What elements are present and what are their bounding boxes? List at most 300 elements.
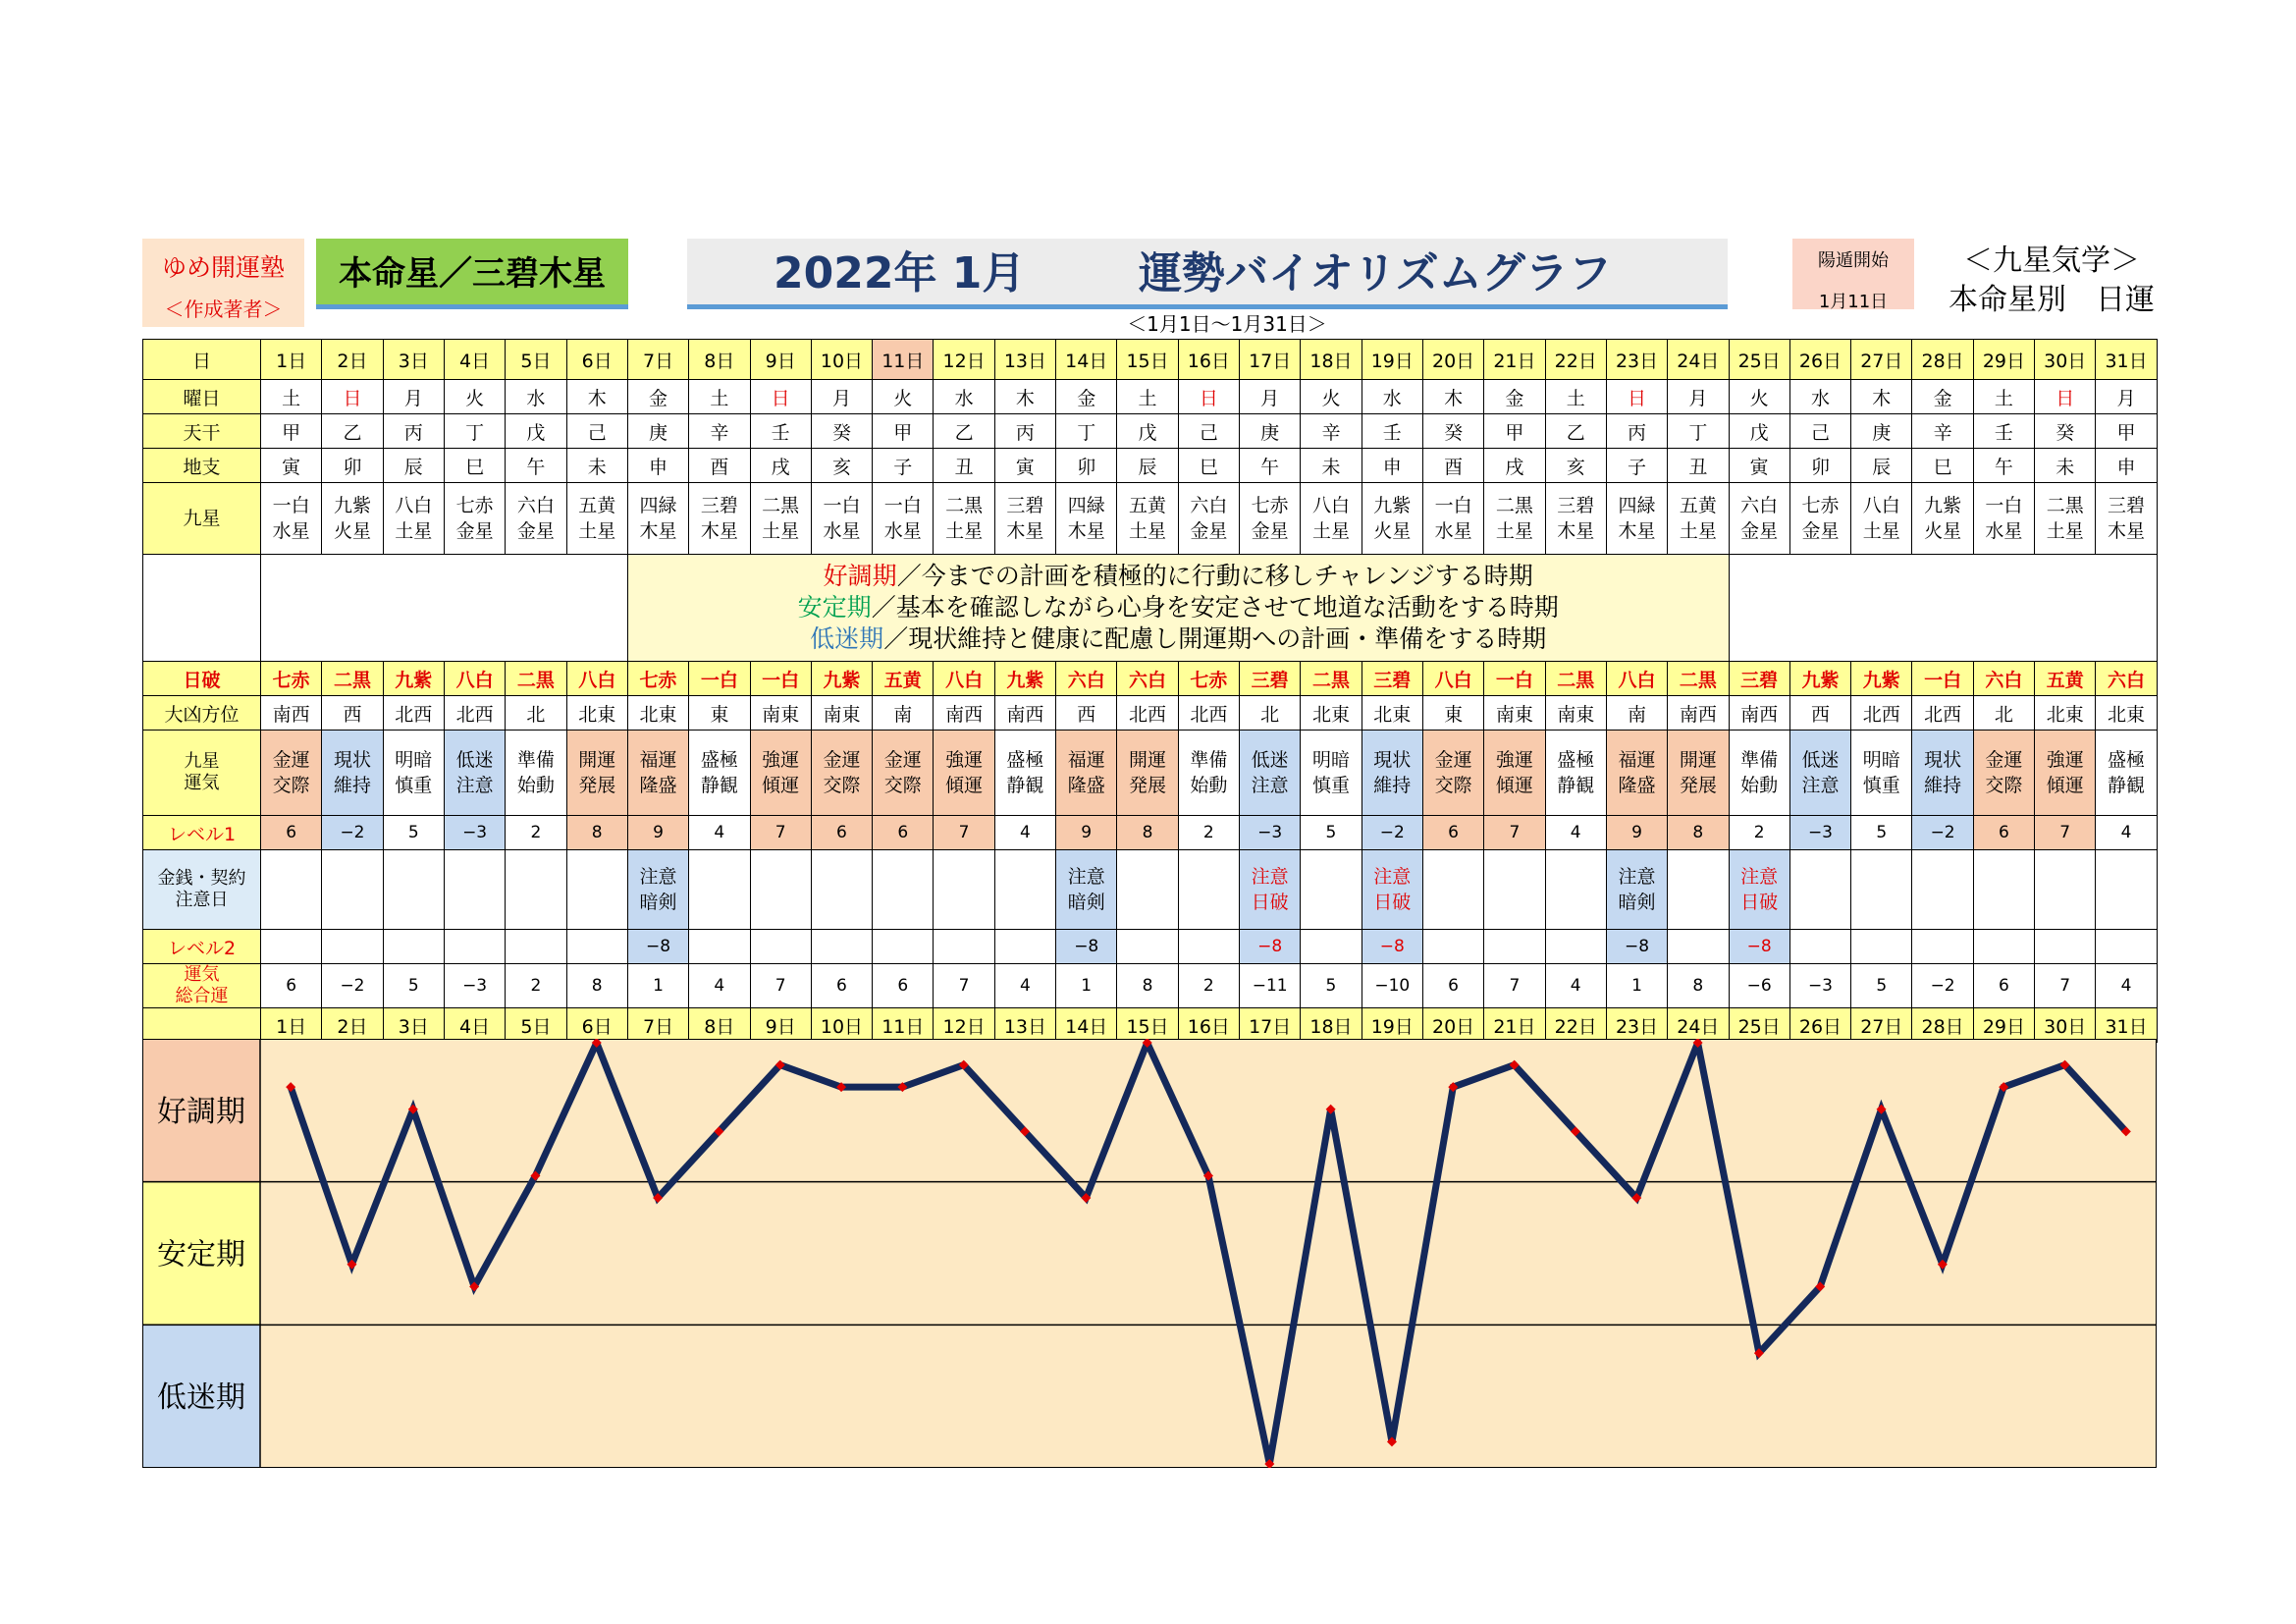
cell-finance <box>2096 850 2157 930</box>
cell-level1: 4 <box>1545 816 1606 850</box>
cell-fortune: 盛極 静観 <box>689 731 750 816</box>
fortune-table <box>142 339 2158 1043</box>
cell-direction: 南東 <box>811 696 872 731</box>
cell-kan: 己 <box>1789 414 1850 449</box>
cell-level2 <box>1973 930 2034 964</box>
cell-star: 六白 金星 <box>1729 483 1789 555</box>
cell-dow: 水 <box>506 380 566 414</box>
cell-shi: 亥 <box>1545 449 1606 483</box>
cell-total: 4 <box>2096 964 2157 1008</box>
cell-level2 <box>1668 930 1729 964</box>
cell-hasatsu: 六白 <box>1056 662 1117 696</box>
cell-kan: 丁 <box>1668 414 1729 449</box>
cell-direction: 北西 <box>444 696 505 731</box>
cell-total: 6 <box>873 964 934 1008</box>
cell-finance <box>2035 850 2096 930</box>
cell-day-footer: 2日 <box>322 1008 383 1043</box>
cell-hasatsu: 七赤 <box>1178 662 1239 696</box>
cell-total: 6 <box>1422 964 1483 1008</box>
cell-direction: 北東 <box>1301 696 1362 731</box>
cell-star: 三碧 木星 <box>689 483 750 555</box>
cell-shi: 未 <box>566 449 627 483</box>
zone-label: 好調期 <box>157 1094 245 1129</box>
cell-fortune: 現状 維持 <box>1912 731 1973 816</box>
cell-finance <box>566 850 627 930</box>
cell-dow: 木 <box>994 380 1055 414</box>
cell-star: 一白 水星 <box>873 483 934 555</box>
cell-shi: 午 <box>1240 449 1301 483</box>
cell-day: 16日 <box>1178 340 1239 380</box>
row-label-fortune: 九星 運気 <box>143 731 261 816</box>
cell-day: 1日 <box>261 340 322 380</box>
cell-level1: 8 <box>566 816 627 850</box>
cell-total: −3 <box>1789 964 1850 1008</box>
author-school: ゆめ開運塾 <box>161 253 285 282</box>
cell-shi: 子 <box>1606 449 1667 483</box>
cell-hasatsu: 三碧 <box>1362 662 1422 696</box>
cell-kan: 癸 <box>1422 414 1483 449</box>
cell-hasatsu: 一白 <box>1912 662 1973 696</box>
cell-fortune: 強運 傾運 <box>2035 731 2096 816</box>
cell-fortune: 福運 隆盛 <box>1056 731 1117 816</box>
cell-day-footer: 19日 <box>1362 1008 1422 1043</box>
title-main: 運勢バイオリズムグラフ <box>1139 248 1612 298</box>
cell-finance <box>383 850 444 930</box>
cell-dow: 木 <box>1851 380 1912 414</box>
cell-direction: 南 <box>1606 696 1667 731</box>
cell-fortune: 盛極 静観 <box>994 731 1055 816</box>
cell-level1: 2 <box>506 816 566 850</box>
cell-level2 <box>750 930 811 964</box>
row-label-total: 運気 総合運 <box>143 964 261 1008</box>
phase-legend <box>627 555 1729 662</box>
cell-direction: 南西 <box>1729 696 1789 731</box>
cell-day: 29日 <box>1973 340 2034 380</box>
cell-kan: 己 <box>566 414 627 449</box>
cell-shi: 卯 <box>322 449 383 483</box>
cell-direction: 北西 <box>1912 696 1973 731</box>
cell-shi: 巳 <box>1178 449 1239 483</box>
zone-label: 低迷期 <box>157 1380 245 1416</box>
cell-dow: 日 <box>1606 380 1667 414</box>
cell-star: 四緑 木星 <box>627 483 688 555</box>
cell-kan: 甲 <box>261 414 322 449</box>
cell-hasatsu: 二黒 <box>1668 662 1729 696</box>
yang-start-date: 1月11日 <box>1818 292 1889 312</box>
row-day <box>143 340 2158 380</box>
cell-hasatsu: 八白 <box>566 662 627 696</box>
zone-label: 安定期 <box>157 1237 245 1272</box>
legend-blank-left <box>261 555 628 662</box>
cell-fortune: 盛極 静観 <box>1545 731 1606 816</box>
cell-dow: 水 <box>1362 380 1422 414</box>
cell-fortune: 金運 交際 <box>873 731 934 816</box>
cell-star: 九紫 火星 <box>322 483 383 555</box>
cell-total: −10 <box>1362 964 1422 1008</box>
cell-total: −6 <box>1729 964 1789 1008</box>
cell-total: 6 <box>261 964 322 1008</box>
cell-fortune: 低迷 注意 <box>444 731 505 816</box>
cell-kan: 庚 <box>627 414 688 449</box>
cell-direction: 西 <box>322 696 383 731</box>
cell-level1: 4 <box>994 816 1055 850</box>
cell-day: 7日 <box>627 340 688 380</box>
cell-direction: 北 <box>506 696 566 731</box>
cell-star: 五黄 土星 <box>1668 483 1729 555</box>
cell-day: 12日 <box>934 340 994 380</box>
cell-level2 <box>1178 930 1239 964</box>
cell-kan: 戊 <box>1117 414 1178 449</box>
cell-day: 4日 <box>444 340 505 380</box>
cell-level1: 6 <box>1422 816 1483 850</box>
cell-level1: 5 <box>1301 816 1362 850</box>
cell-total: 2 <box>1178 964 1239 1008</box>
cell-total: 2 <box>506 964 566 1008</box>
cell-direction: 東 <box>689 696 750 731</box>
cell-direction: 南東 <box>1484 696 1545 731</box>
cell-fortune: 開運 発展 <box>1668 731 1729 816</box>
kyusei-title: ＜九星気学＞ <box>1963 244 2140 278</box>
cell-kan: 壬 <box>1973 414 2034 449</box>
cell-day-footer: 24日 <box>1668 1008 1729 1043</box>
row-kan <box>143 414 2158 449</box>
cell-level2 <box>444 930 505 964</box>
row-label-level2: レベル2 <box>143 930 261 964</box>
cell-finance: 注意 日破 <box>1729 850 1789 930</box>
cell-level1: 4 <box>2096 816 2157 850</box>
cell-level1: −2 <box>322 816 383 850</box>
cell-star: 五黄 土星 <box>566 483 627 555</box>
cell-fortune: 金運 交際 <box>261 731 322 816</box>
cell-hasatsu: 八白 <box>1422 662 1483 696</box>
row-label-finance: 金銭・契約 注意日 <box>143 850 261 930</box>
row-dow <box>143 380 2158 414</box>
cell-hasatsu: 五黄 <box>2035 662 2096 696</box>
row-direction <box>143 696 2158 731</box>
cell-level2 <box>566 930 627 964</box>
cell-day-footer: 22日 <box>1545 1008 1606 1043</box>
cell-hasatsu: 二黒 <box>322 662 383 696</box>
cell-star: 二黒 土星 <box>1484 483 1545 555</box>
cell-hasatsu: 五黄 <box>873 662 934 696</box>
cell-day: 26日 <box>1789 340 1850 380</box>
cell-level1: −2 <box>1362 816 1422 850</box>
cell-dow: 月 <box>1240 380 1301 414</box>
cell-day-footer: 17日 <box>1240 1008 1301 1043</box>
row-star <box>143 483 2158 555</box>
cell-day-footer: 25日 <box>1729 1008 1789 1043</box>
cell-kan: 己 <box>1178 414 1239 449</box>
phase-desc-good: ／今までの計画を積極的に行動に移しチャレンジする時期 <box>896 562 1533 590</box>
cell-dow: 土 <box>1545 380 1606 414</box>
cell-direction: 北西 <box>1851 696 1912 731</box>
cell-direction: 南西 <box>934 696 994 731</box>
cell-kan: 乙 <box>934 414 994 449</box>
phase-legend-good <box>628 561 1729 592</box>
cell-total: 1 <box>1056 964 1117 1008</box>
cell-day: 28日 <box>1912 340 1973 380</box>
cell-shi: 午 <box>1973 449 2034 483</box>
cell-shi: 酉 <box>1422 449 1483 483</box>
cell-shi: 辰 <box>1851 449 1912 483</box>
cell-star: 二黒 土星 <box>750 483 811 555</box>
row-phase-legend <box>143 555 2158 662</box>
row-finance <box>143 850 2158 930</box>
cell-day: 8日 <box>689 340 750 380</box>
honmei-star-label: 本命星／三碧木星 <box>316 239 628 309</box>
cell-day: 6日 <box>566 340 627 380</box>
cell-fortune: 準備 始動 <box>1178 731 1239 816</box>
cell-level1: 7 <box>1484 816 1545 850</box>
cell-direction: 北西 <box>1117 696 1178 731</box>
cell-finance <box>1912 850 1973 930</box>
cell-star: 三碧 木星 <box>2096 483 2157 555</box>
cell-shi: 巳 <box>1912 449 1973 483</box>
cell-dow: 月 <box>1668 380 1729 414</box>
row-shi <box>143 449 2158 483</box>
cell-hasatsu: 三碧 <box>1240 662 1301 696</box>
cell-finance <box>1178 850 1239 930</box>
cell-level1: 5 <box>1851 816 1912 850</box>
cell-hasatsu: 八白 <box>444 662 505 696</box>
cell-day: 3日 <box>383 340 444 380</box>
cell-star: 八白 土星 <box>1301 483 1362 555</box>
cell-hasatsu: 二黒 <box>506 662 566 696</box>
cell-fortune: 準備 始動 <box>506 731 566 816</box>
cell-dow: 土 <box>261 380 322 414</box>
cell-day: 25日 <box>1729 340 1789 380</box>
cell-direction: 南西 <box>261 696 322 731</box>
cell-star: 五黄 土星 <box>1117 483 1178 555</box>
cell-total: 7 <box>2035 964 2096 1008</box>
cell-fortune: 開運 発展 <box>1117 731 1178 816</box>
cell-kan: 乙 <box>322 414 383 449</box>
cell-hasatsu: 九紫 <box>994 662 1055 696</box>
phase-name-stable: 安定期 <box>797 593 872 622</box>
cell-finance <box>322 850 383 930</box>
cell-star: 六白 金星 <box>506 483 566 555</box>
cell-day-footer: 28日 <box>1912 1008 1973 1043</box>
cell-level1: 6 <box>1973 816 2034 850</box>
cell-total: 5 <box>383 964 444 1008</box>
cell-star: 二黒 土星 <box>934 483 994 555</box>
cell-level2 <box>2035 930 2096 964</box>
row-label-level1: レベル1 <box>143 816 261 850</box>
cell-dow: 日 <box>750 380 811 414</box>
cell-dow: 月 <box>383 380 444 414</box>
cell-dow: 土 <box>689 380 750 414</box>
cell-finance <box>811 850 872 930</box>
cell-day: 18日 <box>1301 340 1362 380</box>
cell-hasatsu: 一白 <box>750 662 811 696</box>
cell-kan: 戊 <box>1729 414 1789 449</box>
cell-dow: 日 <box>1178 380 1239 414</box>
cell-finance <box>506 850 566 930</box>
cell-level1: 6 <box>261 816 322 850</box>
cell-day-footer: 7日 <box>627 1008 688 1043</box>
cell-direction: 南東 <box>750 696 811 731</box>
cell-day: 19日 <box>1362 340 1422 380</box>
cell-day: 30日 <box>2035 340 2096 380</box>
cell-level1: 7 <box>934 816 994 850</box>
cell-kan: 甲 <box>2096 414 2157 449</box>
cell-fortune: 明暗 慎重 <box>1301 731 1362 816</box>
yang-start-box <box>1792 239 1914 312</box>
row-day-footer <box>143 1008 2158 1043</box>
cell-total: 6 <box>811 964 872 1008</box>
cell-day-footer: 14日 <box>1056 1008 1117 1043</box>
cell-fortune: 強運 傾運 <box>934 731 994 816</box>
legend-blank-right <box>1729 555 2157 662</box>
cell-finance: 注意 日破 <box>1362 850 1422 930</box>
cell-shi: 丑 <box>1668 449 1729 483</box>
cell-level2 <box>1301 930 1362 964</box>
cell-hasatsu: 九紫 <box>811 662 872 696</box>
cell-day: 27日 <box>1851 340 1912 380</box>
cell-hasatsu: 二黒 <box>1545 662 1606 696</box>
cell-hasatsu: 二黒 <box>1301 662 1362 696</box>
cell-day: 24日 <box>1668 340 1729 380</box>
cell-direction: 北東 <box>627 696 688 731</box>
cell-star: 一白 水星 <box>261 483 322 555</box>
cell-level2 <box>934 930 994 964</box>
cell-finance: 注意 暗剣 <box>1056 850 1117 930</box>
cell-hasatsu: 一白 <box>1484 662 1545 696</box>
cell-finance: 注意 暗剣 <box>627 850 688 930</box>
cell-day-footer: 10日 <box>811 1008 872 1043</box>
cell-dow: 月 <box>811 380 872 414</box>
cell-fortune: 低迷 注意 <box>1789 731 1850 816</box>
cell-day: 10日 <box>811 340 872 380</box>
cell-day: 2日 <box>322 340 383 380</box>
biorhythm-chart <box>142 1039 2157 1468</box>
cell-level2: −8 <box>1362 930 1422 964</box>
cell-level2 <box>1422 930 1483 964</box>
row-label-star: 九星 <box>143 483 261 555</box>
cell-level1: 7 <box>750 816 811 850</box>
cell-fortune: 開運 発展 <box>566 731 627 816</box>
cell-total: 8 <box>566 964 627 1008</box>
cell-fortune: 現状 維持 <box>322 731 383 816</box>
row-label-footer <box>143 1008 261 1043</box>
cell-finance <box>1973 850 2034 930</box>
cell-shi: 辰 <box>1117 449 1178 483</box>
cell-direction: 西 <box>1056 696 1117 731</box>
cell-hasatsu: 三碧 <box>1729 662 1789 696</box>
cell-dow: 水 <box>1789 380 1850 414</box>
cell-kan: 丙 <box>383 414 444 449</box>
cell-dow: 日 <box>322 380 383 414</box>
cell-kan: 丙 <box>994 414 1055 449</box>
cell-direction: 北東 <box>566 696 627 731</box>
cell-shi: 申 <box>1362 449 1422 483</box>
phase-legend-stable <box>628 592 1729 623</box>
yang-start-label: 陽遁開始 <box>1818 250 1889 271</box>
plot-background <box>260 1039 2157 1468</box>
cell-day: 31日 <box>2096 340 2157 380</box>
cell-level2 <box>1545 930 1606 964</box>
cell-fortune: 金運 交際 <box>811 731 872 816</box>
cell-hasatsu: 六白 <box>1973 662 2034 696</box>
cell-fortune: 強運 傾運 <box>1484 731 1545 816</box>
cell-level2 <box>1851 930 1912 964</box>
title-year: 2022年 1月 <box>774 248 1026 298</box>
cell-dow: 土 <box>1973 380 2034 414</box>
cell-level2: −8 <box>1606 930 1667 964</box>
cell-star: 四緑 木星 <box>1056 483 1117 555</box>
cell-day: 23日 <box>1606 340 1667 380</box>
cell-direction: 北西 <box>383 696 444 731</box>
row-level2 <box>143 930 2158 964</box>
cell-dow: 木 <box>566 380 627 414</box>
cell-total: −2 <box>1912 964 1973 1008</box>
row-level1 <box>143 816 2158 850</box>
cell-total: −2 <box>322 964 383 1008</box>
cell-shi: 卯 <box>1056 449 1117 483</box>
cell-dow: 月 <box>2096 380 2157 414</box>
cell-total: 6 <box>1973 964 2034 1008</box>
phase-name-good: 好調期 <box>823 562 897 590</box>
cell-day-footer: 26日 <box>1789 1008 1850 1043</box>
cell-fortune: 金運 交際 <box>1422 731 1483 816</box>
cell-kan: 壬 <box>1362 414 1422 449</box>
cell-dow: 金 <box>627 380 688 414</box>
cell-level1: −3 <box>444 816 505 850</box>
cell-finance <box>1545 850 1606 930</box>
cell-total: 7 <box>1484 964 1545 1008</box>
cell-kan: 癸 <box>2035 414 2096 449</box>
cell-kan: 壬 <box>750 414 811 449</box>
cell-finance <box>1668 850 1729 930</box>
cell-level2: −8 <box>1240 930 1301 964</box>
cell-total: 1 <box>1606 964 1667 1008</box>
cell-fortune: 金運 交際 <box>1973 731 2034 816</box>
cell-direction: 南西 <box>1668 696 1729 731</box>
cell-fortune: 明暗 慎重 <box>1851 731 1912 816</box>
cell-day: 21日 <box>1484 340 1545 380</box>
cell-kan: 丁 <box>444 414 505 449</box>
cell-day: 13日 <box>994 340 1055 380</box>
cell-level1: 4 <box>689 816 750 850</box>
cell-shi: 未 <box>2035 449 2096 483</box>
row-label-day: 日 <box>143 340 261 380</box>
cell-day: 11日 <box>873 340 934 380</box>
cell-shi: 酉 <box>689 449 750 483</box>
cell-total: −11 <box>1240 964 1301 1008</box>
cell-star: 一白 水星 <box>1422 483 1483 555</box>
cell-day: 22日 <box>1545 340 1606 380</box>
cell-day: 20日 <box>1422 340 1483 380</box>
cell-dow: 日 <box>2035 380 2096 414</box>
cell-fortune: 福運 隆盛 <box>627 731 688 816</box>
cell-star: 九紫 火星 <box>1912 483 1973 555</box>
cell-finance <box>1484 850 1545 930</box>
cell-level2 <box>1912 930 1973 964</box>
cell-level2: −8 <box>1729 930 1789 964</box>
cell-finance <box>444 850 505 930</box>
cell-day-footer: 16日 <box>1178 1008 1239 1043</box>
cell-day-footer: 5日 <box>506 1008 566 1043</box>
cell-day-footer: 30日 <box>2035 1008 2096 1043</box>
cell-day-footer: 12日 <box>934 1008 994 1043</box>
cell-kan: 辛 <box>689 414 750 449</box>
cell-shi: 辰 <box>383 449 444 483</box>
cell-dow: 木 <box>1422 380 1483 414</box>
cell-direction: 北西 <box>1178 696 1239 731</box>
cell-level2 <box>1117 930 1178 964</box>
cell-dow: 火 <box>1301 380 1362 414</box>
cell-kan: 庚 <box>1851 414 1912 449</box>
